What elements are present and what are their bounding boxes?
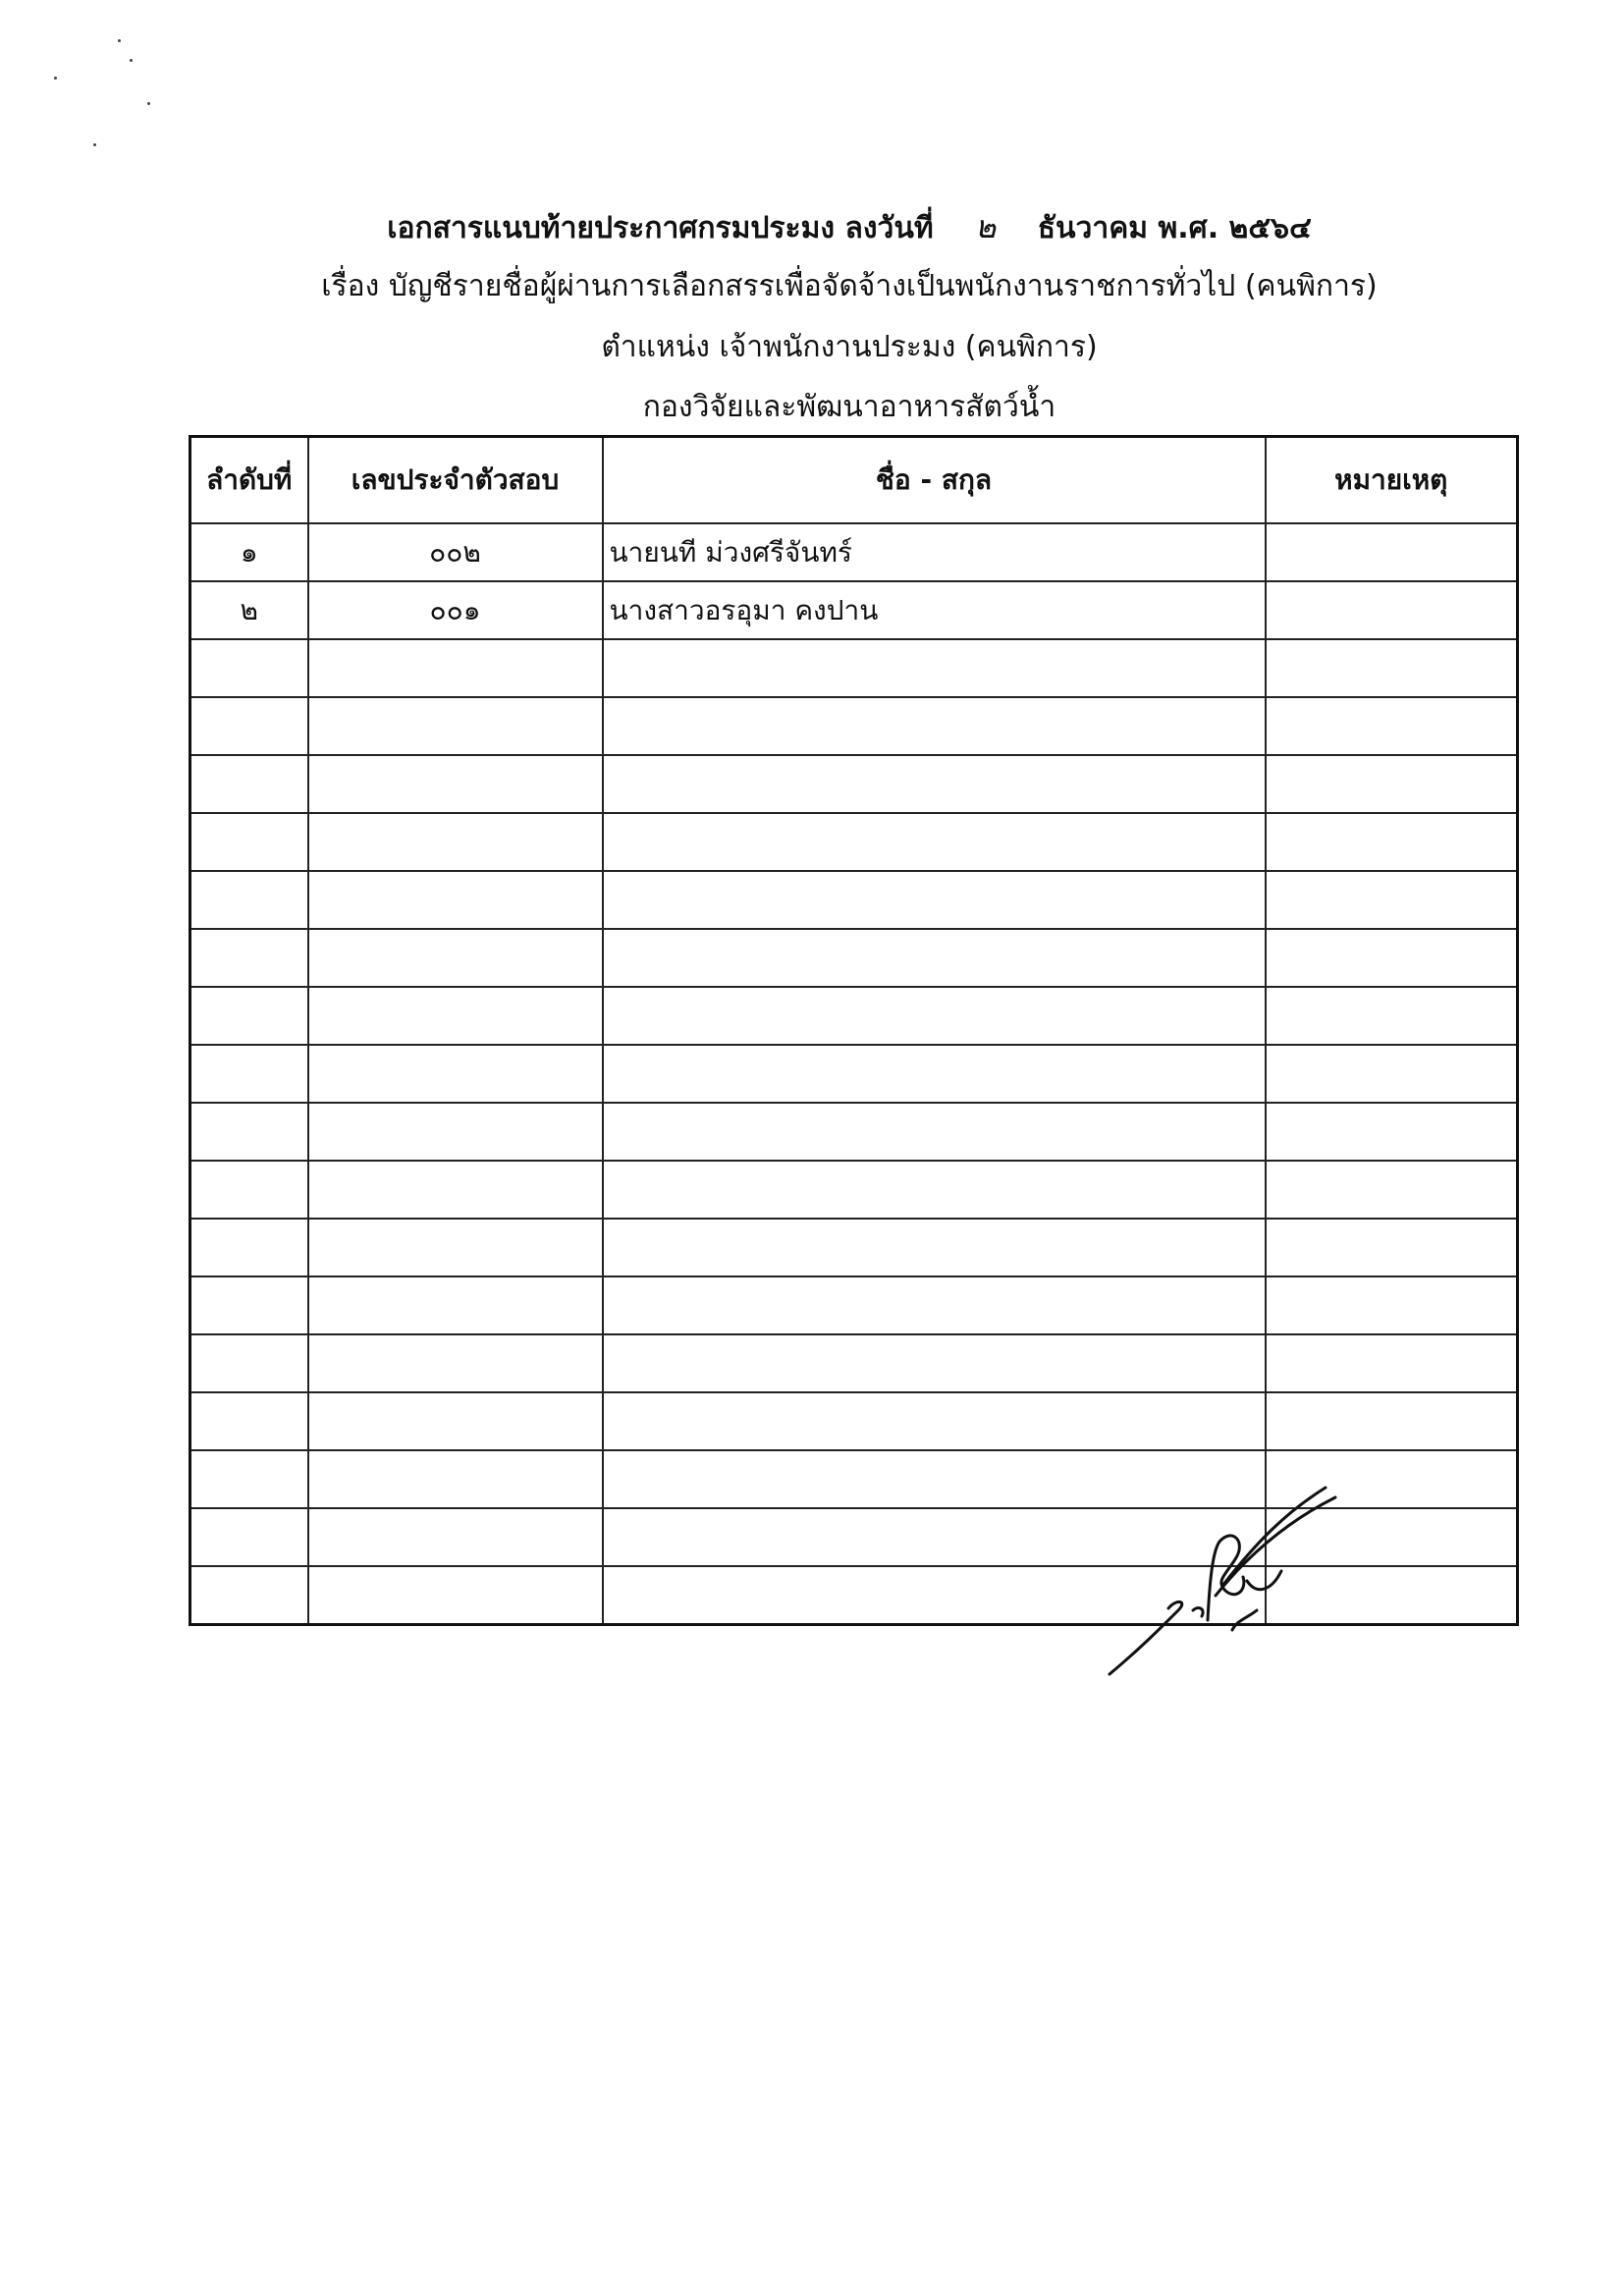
table-row bbox=[190, 1392, 1518, 1450]
cell-order: ๒ bbox=[190, 581, 308, 639]
table-header-row bbox=[190, 437, 1518, 524]
cell-remark bbox=[1266, 523, 1518, 581]
cell-order bbox=[190, 987, 308, 1045]
cell-exam-id bbox=[308, 1161, 603, 1219]
cell-exam-id bbox=[308, 871, 603, 929]
cell-remark bbox=[1266, 1161, 1518, 1219]
cell-exam-id bbox=[308, 1508, 603, 1566]
table-row bbox=[190, 755, 1518, 813]
table-row bbox=[190, 581, 1518, 639]
cell-exam-id bbox=[308, 639, 603, 697]
candidate-table bbox=[189, 435, 1519, 1626]
cell-remark bbox=[1266, 697, 1518, 755]
cell-exam-id bbox=[308, 1103, 603, 1161]
cell-exam-id bbox=[308, 1334, 603, 1392]
scan-speck bbox=[130, 59, 133, 62]
cell-order bbox=[190, 639, 308, 697]
cell-order bbox=[190, 697, 308, 755]
cell-name bbox=[603, 813, 1266, 871]
cell-name bbox=[603, 929, 1266, 987]
division-line: กองวิจัยและพัฒนาอาหารสัตว์น้ำ bbox=[642, 390, 1056, 424]
cell-remark bbox=[1266, 1334, 1518, 1392]
cell-exam-id bbox=[308, 755, 603, 813]
table-row bbox=[190, 697, 1518, 755]
scan-speck bbox=[147, 102, 150, 105]
table-row bbox=[190, 639, 1518, 697]
cell-order bbox=[190, 813, 308, 871]
cell-remark bbox=[1266, 987, 1518, 1045]
table-row bbox=[190, 929, 1518, 987]
cell-order bbox=[190, 1334, 308, 1392]
table-row bbox=[190, 1161, 1518, 1219]
table-row bbox=[190, 1276, 1518, 1334]
cell-name: นางสาวอรอุมา คงปาน bbox=[603, 581, 1266, 639]
table-row bbox=[190, 813, 1518, 871]
cell-remark bbox=[1266, 1276, 1518, 1334]
cell-name bbox=[603, 1219, 1266, 1276]
cell-exam-id bbox=[308, 1045, 603, 1103]
cell-remark bbox=[1266, 639, 1518, 697]
heading-date: ธันวาคม พ.ศ. ๒๕๖๔ bbox=[1037, 211, 1312, 245]
cell-remark bbox=[1266, 813, 1518, 871]
cell-exam-id bbox=[308, 987, 603, 1045]
cell-exam-id bbox=[308, 1566, 603, 1625]
cell-exam-id: ๐๐๑ bbox=[308, 581, 603, 639]
table-row bbox=[190, 1334, 1518, 1392]
cell-exam-id bbox=[308, 813, 603, 871]
cell-exam-id bbox=[308, 1276, 603, 1334]
cell-order bbox=[190, 871, 308, 929]
signature bbox=[1100, 1473, 1345, 1679]
cell-name: นายนที ม่วงศรีจันทร์ bbox=[603, 523, 1266, 581]
cell-remark bbox=[1266, 929, 1518, 987]
cell-order bbox=[190, 1103, 308, 1161]
handwritten-day: ๒ bbox=[975, 208, 997, 245]
cell-name bbox=[603, 1334, 1266, 1392]
cell-remark bbox=[1266, 1219, 1518, 1276]
subject-line: เรื่อง บัญชีรายชื่อผู้ผ่านการเลือกสรรเพื่อจัดจ้างเป็นพนักงานราชการทั่วไป (คนพิการ) bbox=[321, 269, 1378, 303]
cell-exam-id bbox=[308, 929, 603, 987]
cell-name bbox=[603, 871, 1266, 929]
cell-name bbox=[603, 639, 1266, 697]
cell-name bbox=[603, 987, 1266, 1045]
scan-speck bbox=[54, 77, 57, 80]
cell-order bbox=[190, 1566, 308, 1625]
scan-speck bbox=[93, 143, 96, 146]
cell-name bbox=[603, 1161, 1266, 1219]
cell-remark bbox=[1266, 871, 1518, 929]
cell-exam-id bbox=[308, 697, 603, 755]
table-row bbox=[190, 987, 1518, 1045]
document-heading bbox=[187, 202, 1512, 247]
cell-order bbox=[190, 1508, 308, 1566]
cell-name bbox=[603, 755, 1266, 813]
cell-order bbox=[190, 1045, 308, 1103]
cell-order bbox=[190, 755, 308, 813]
cell-order bbox=[190, 1450, 308, 1508]
table-row bbox=[190, 1219, 1518, 1276]
cell-name bbox=[603, 1045, 1266, 1103]
cell-order bbox=[190, 1219, 308, 1276]
column-header-order: ลำดับที่ bbox=[190, 437, 308, 524]
table-row bbox=[190, 1103, 1518, 1161]
cell-order bbox=[190, 1161, 308, 1219]
table-row bbox=[190, 523, 1518, 581]
column-header-name: ชื่อ - สกุล bbox=[603, 437, 1266, 524]
position-line: ตำแหน่ง เจ้าพนักงานประมง (คนพิการ) bbox=[601, 330, 1098, 364]
cell-exam-id bbox=[308, 1392, 603, 1450]
cell-exam-id: ๐๐๒ bbox=[308, 523, 603, 581]
column-header-remark: หมายเหตุ bbox=[1266, 437, 1518, 524]
cell-exam-id bbox=[308, 1219, 603, 1276]
cell-name bbox=[603, 1392, 1266, 1450]
column-header-exam-id: เลขประจำตัวสอบ bbox=[308, 437, 603, 524]
cell-order: ๑ bbox=[190, 523, 308, 581]
scan-speck bbox=[118, 39, 121, 42]
cell-remark bbox=[1266, 1103, 1518, 1161]
heading-prefix: เอกสารแนบท้ายประกาศกรมประมง ลงวันที่ bbox=[387, 211, 934, 245]
cell-order bbox=[190, 929, 308, 987]
cell-remark bbox=[1266, 755, 1518, 813]
cell-exam-id bbox=[308, 1450, 603, 1508]
table-row bbox=[190, 1045, 1518, 1103]
table-row bbox=[190, 871, 1518, 929]
cell-remark bbox=[1266, 1045, 1518, 1103]
cell-name bbox=[603, 1276, 1266, 1334]
cell-order bbox=[190, 1392, 308, 1450]
cell-order bbox=[190, 1276, 308, 1334]
cell-remark bbox=[1266, 581, 1518, 639]
cell-remark bbox=[1266, 1392, 1518, 1450]
table-body bbox=[190, 523, 1518, 1625]
cell-name bbox=[603, 697, 1266, 755]
cell-name bbox=[603, 1103, 1266, 1161]
